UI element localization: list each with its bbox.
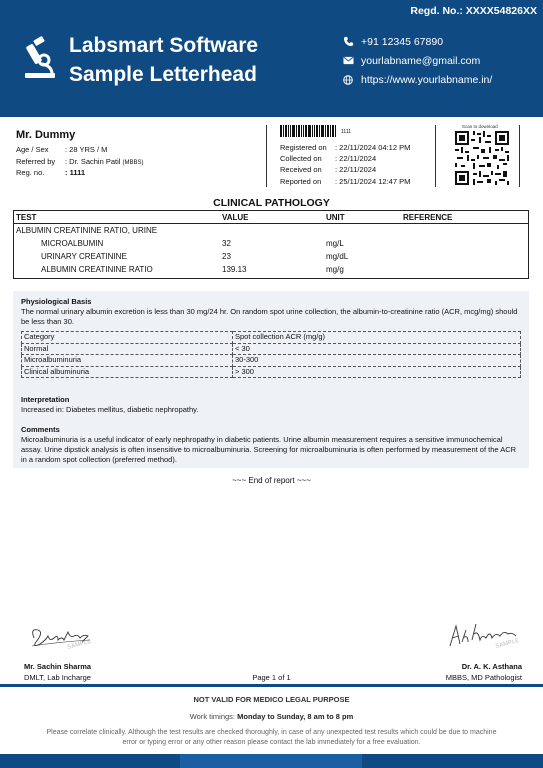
sample-dates bbox=[280, 142, 410, 187]
table-row bbox=[14, 237, 528, 250]
vertical-divider bbox=[519, 125, 520, 187]
referred-value bbox=[65, 157, 144, 166]
signature-watermark: SAMPLE bbox=[66, 638, 93, 651]
test-value: 32 bbox=[222, 239, 231, 248]
age-sex-value: : 28 YRS / M bbox=[65, 145, 108, 155]
test-unit: mg/dL bbox=[326, 252, 349, 261]
reported-label: Reported on bbox=[280, 176, 322, 186]
footer-bar bbox=[0, 754, 543, 768]
header-value: VALUE bbox=[222, 212, 249, 222]
work-timings bbox=[0, 712, 543, 721]
reported-row bbox=[280, 176, 410, 187]
ref-cell: Normal bbox=[22, 343, 233, 355]
phone-number: +91 12345 67890 bbox=[361, 35, 444, 48]
timings-value: Monday to Sunday, 8 am to 8 pm bbox=[237, 712, 354, 721]
disclaimer: Please correlate clinically. Although the test results are checked thoroughly, in case of any unexpected test results which could be due to machine error or typing error or any other reason please contact the lab immediately for a free evaluation. bbox=[46, 729, 497, 746]
referred-row bbox=[16, 156, 144, 168]
table-row bbox=[22, 366, 521, 378]
reference-table bbox=[21, 331, 521, 378]
test-name: ALBUMIN CREATININE RATIO bbox=[41, 265, 153, 274]
page-number: Page 1 of 1 bbox=[252, 673, 291, 682]
collected-value: : 22/11/2024 bbox=[335, 154, 377, 164]
end-of-report: ~~~ End of report ~~~ bbox=[232, 476, 311, 485]
test-unit: mg/L bbox=[326, 239, 344, 248]
test-value: 139.13 bbox=[222, 265, 247, 274]
ref-cell: > 300 bbox=[233, 366, 521, 378]
test-name: MICROALBUMIN bbox=[41, 239, 104, 248]
physiological-text: The normal urinary albumin excretion is less than 30 mg/24 hr. On random spot urine collection, the albumin-to-creatinine ratio (ACR, mcg/mg) should be less than 30. bbox=[21, 307, 518, 326]
letterhead-header bbox=[0, 0, 543, 117]
test-unit: mg/g bbox=[326, 265, 344, 274]
comments-title: Comments bbox=[21, 425, 60, 434]
brand-line-2: Sample Letterhead bbox=[69, 63, 257, 86]
left-signatory-title: DMLT, Lab Incharge bbox=[24, 673, 91, 682]
contact-website bbox=[342, 70, 492, 89]
ref-cell: 30-300 bbox=[233, 355, 521, 367]
vertical-divider bbox=[435, 125, 436, 187]
registered-label: Registered on bbox=[280, 143, 327, 153]
interpretation-text: Increased in: Diabetes mellitus, diabetic nephropathy. bbox=[21, 405, 199, 414]
ref-cell: Microalbuminuria bbox=[22, 355, 233, 367]
physiological-title: Physiological Basis bbox=[21, 297, 92, 306]
vertical-divider bbox=[266, 125, 267, 187]
right-signatory-title: MBBS, MD Pathologist bbox=[445, 673, 522, 682]
right-signature-icon bbox=[446, 620, 522, 652]
age-sex-row bbox=[16, 144, 144, 156]
registered-row bbox=[280, 142, 410, 153]
collected-row bbox=[280, 153, 410, 164]
qr-label: Scan to download bbox=[462, 124, 498, 129]
test-group-row bbox=[14, 224, 528, 237]
legal-notice: NOT VALID FOR MEDICO LEGAL PURPOSE bbox=[193, 695, 350, 704]
table-row bbox=[22, 332, 521, 344]
footer-bar-accent bbox=[180, 754, 362, 768]
phone-icon bbox=[342, 36, 354, 48]
barcode bbox=[280, 125, 337, 137]
ref-cell: Clinical albuminuria bbox=[22, 366, 233, 378]
referred-label: Referred by bbox=[16, 156, 56, 166]
header-test: TEST bbox=[16, 212, 37, 222]
collected-label: Collected on bbox=[280, 154, 322, 164]
received-value: : 22/11/2024 bbox=[335, 165, 377, 175]
ref-cell: < 30 bbox=[233, 343, 521, 355]
patient-name: Mr. Dummy bbox=[16, 129, 76, 141]
registered-value: : 22/11/2024 04:12 PM bbox=[335, 143, 411, 153]
ref-cell: Category bbox=[22, 332, 233, 344]
comments-text: Microalbuminuria is a useful indicator of early nephropathy in diabetic patients. Urine albumin measurement requires a sensitive immunochemical assay. Urine dipstick analysis is often insensitive to microalbuminuria. Screening for microalbuminuria is often performed by measurement of the ACR in a random spot collection (preferred method). bbox=[21, 435, 517, 464]
results-table bbox=[13, 210, 529, 279]
header-unit: UNIT bbox=[326, 212, 345, 222]
table-row bbox=[14, 263, 528, 276]
age-sex-label: Age / Sex bbox=[16, 145, 49, 155]
header-reference: REFERENCE bbox=[403, 212, 453, 222]
referred-qualification: (MBBS) bbox=[122, 159, 144, 166]
registration-number: Regd. No.: XXXX54826XX bbox=[410, 5, 537, 17]
qr-code-icon bbox=[455, 131, 509, 185]
interpretation-box bbox=[13, 291, 529, 468]
table-row bbox=[22, 343, 521, 355]
test-group-name: ALBUMIN CREATININE RATIO, URINE bbox=[16, 226, 158, 235]
reported-value: : 25/11/2024 12:47 PM bbox=[335, 176, 411, 186]
patient-details bbox=[16, 129, 144, 179]
email-address: yourlabname@gmail.com bbox=[361, 54, 481, 67]
received-label: Received on bbox=[280, 165, 322, 175]
table-row bbox=[22, 355, 521, 367]
contact-phone bbox=[342, 32, 492, 51]
right-signatory-name: Dr. A. K. Asthana bbox=[461, 662, 522, 671]
section-title: CLINICAL PATHOLOGY bbox=[213, 197, 330, 209]
brand-line-1: Labsmart Software bbox=[69, 34, 259, 57]
microscope-logo-icon bbox=[22, 36, 58, 80]
lab-brand-name bbox=[69, 31, 258, 89]
contact-info bbox=[342, 32, 492, 89]
ref-cell: Spot collection ACR (mg/g) bbox=[233, 332, 521, 344]
results-header bbox=[14, 211, 528, 224]
received-row bbox=[280, 164, 410, 175]
reg-value: : 1111 bbox=[65, 168, 86, 178]
contact-email bbox=[342, 51, 492, 70]
globe-icon bbox=[342, 74, 354, 86]
referred-doctor: : Dr. Sachin Patil bbox=[65, 156, 121, 166]
test-name: URINARY CREATININE bbox=[41, 252, 127, 261]
barcode-number: 1111 bbox=[341, 129, 352, 135]
website-url: https://www.yourlabname.in/ bbox=[361, 73, 493, 86]
interpretation-title: Interpretation bbox=[21, 395, 70, 404]
signature-watermark: SAMPLE bbox=[494, 637, 521, 650]
mail-icon bbox=[342, 55, 354, 67]
timings-label: Work timings: bbox=[189, 712, 238, 721]
left-signatory-name: Mr. Sachin Sharma bbox=[24, 662, 92, 671]
reg-row bbox=[16, 167, 144, 179]
footer-line bbox=[0, 684, 543, 687]
left-signature-icon bbox=[28, 622, 96, 652]
table-row bbox=[14, 250, 528, 263]
reg-label: Reg. no. bbox=[16, 168, 45, 178]
test-value: 23 bbox=[222, 252, 231, 261]
